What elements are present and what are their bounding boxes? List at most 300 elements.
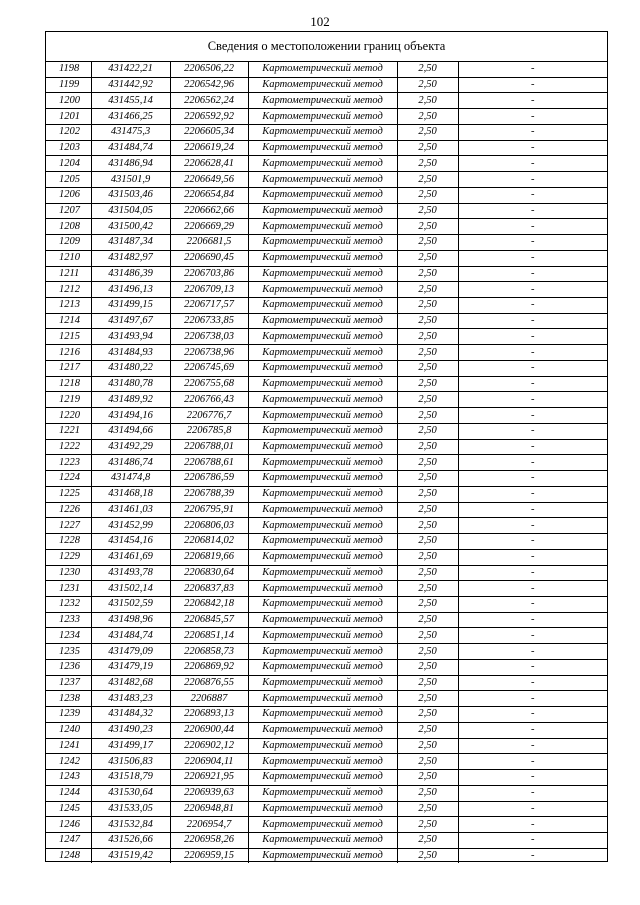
y-coordinate-cell: 2206939,63: [170, 785, 248, 801]
accuracy-cell: 2,50: [397, 722, 458, 738]
method-cell: Картометрический метод: [248, 235, 397, 251]
y-coordinate-cell: 2206681,5: [170, 235, 248, 251]
accuracy-cell: 2,50: [397, 801, 458, 817]
description-cell: -: [458, 439, 607, 455]
table-row: [46, 628, 607, 644]
method-cell: Картометрический метод: [248, 832, 397, 848]
accuracy-cell: 2,50: [397, 282, 458, 298]
y-coordinate-cell: 2206506,22: [170, 62, 248, 77]
x-coordinate-cell: 431461,03: [91, 502, 170, 518]
x-coordinate-cell: 431480,22: [91, 360, 170, 376]
accuracy-cell: 2,50: [397, 659, 458, 675]
table-row: [46, 140, 607, 156]
method-cell: Картометрический метод: [248, 785, 397, 801]
point-number-cell: 1233: [46, 612, 91, 628]
description-cell: -: [458, 471, 607, 487]
y-coordinate-cell: 2206900,44: [170, 722, 248, 738]
accuracy-cell: 2,50: [397, 140, 458, 156]
accuracy-cell: 2,50: [397, 565, 458, 581]
y-coordinate-cell: 2206788,01: [170, 439, 248, 455]
point-number-cell: 1248: [46, 848, 91, 863]
description-cell: -: [458, 345, 607, 361]
boundary-points-table: [46, 62, 607, 863]
method-cell: Картометрический метод: [248, 109, 397, 125]
method-cell: Картометрический метод: [248, 77, 397, 93]
table-row: [46, 754, 607, 770]
method-cell: Картометрический метод: [248, 455, 397, 471]
y-coordinate-cell: 2206703,86: [170, 266, 248, 282]
accuracy-cell: 2,50: [397, 172, 458, 188]
point-number-cell: 1202: [46, 124, 91, 140]
table-row: [46, 266, 607, 282]
method-cell: Картометрический метод: [248, 486, 397, 502]
table-row: [46, 156, 607, 172]
description-cell: -: [458, 313, 607, 329]
method-cell: Картометрический метод: [248, 266, 397, 282]
point-number-cell: 1222: [46, 439, 91, 455]
description-cell: -: [458, 628, 607, 644]
description-cell: -: [458, 266, 607, 282]
x-coordinate-cell: 431530,64: [91, 785, 170, 801]
x-coordinate-cell: 431493,78: [91, 565, 170, 581]
y-coordinate-cell: 2206869,92: [170, 659, 248, 675]
description-cell: -: [458, 534, 607, 550]
method-cell: Картометрический метод: [248, 738, 397, 754]
x-coordinate-cell: 431482,97: [91, 250, 170, 266]
description-cell: -: [458, 549, 607, 565]
accuracy-cell: 2,50: [397, 360, 458, 376]
x-coordinate-cell: 431466,25: [91, 109, 170, 125]
description-cell: -: [458, 455, 607, 471]
method-cell: Картометрический метод: [248, 549, 397, 565]
table-row: [46, 785, 607, 801]
table-row: [46, 691, 607, 707]
y-coordinate-cell: 2206902,12: [170, 738, 248, 754]
point-number-cell: 1246: [46, 817, 91, 833]
point-number-cell: 1211: [46, 266, 91, 282]
x-coordinate-cell: 431500,42: [91, 219, 170, 235]
accuracy-cell: 2,50: [397, 392, 458, 408]
x-coordinate-cell: 431533,05: [91, 801, 170, 817]
y-coordinate-cell: 2206819,66: [170, 549, 248, 565]
y-coordinate-cell: 2206842,18: [170, 596, 248, 612]
point-number-cell: 1231: [46, 581, 91, 597]
x-coordinate-cell: 431484,93: [91, 345, 170, 361]
accuracy-cell: 2,50: [397, 691, 458, 707]
x-coordinate-cell: 431493,94: [91, 329, 170, 345]
description-cell: -: [458, 770, 607, 786]
table-row: [46, 282, 607, 298]
point-number-cell: 1245: [46, 801, 91, 817]
method-cell: Картометрический метод: [248, 612, 397, 628]
method-cell: Картометрический метод: [248, 754, 397, 770]
table-row: [46, 707, 607, 723]
table-row: [46, 486, 607, 502]
y-coordinate-cell: 2206837,83: [170, 581, 248, 597]
x-coordinate-cell: 431455,14: [91, 93, 170, 109]
x-coordinate-cell: 431482,68: [91, 675, 170, 691]
description-cell: -: [458, 848, 607, 863]
x-coordinate-cell: 431503,46: [91, 187, 170, 203]
accuracy-cell: 2,50: [397, 187, 458, 203]
table-row: [46, 124, 607, 140]
x-coordinate-cell: 431442,92: [91, 77, 170, 93]
x-coordinate-cell: 431526,66: [91, 832, 170, 848]
description-cell: -: [458, 376, 607, 392]
accuracy-cell: 2,50: [397, 93, 458, 109]
y-coordinate-cell: 2206959,15: [170, 848, 248, 863]
method-cell: Картометрический метод: [248, 770, 397, 786]
x-coordinate-cell: 431475,3: [91, 124, 170, 140]
point-number-cell: 1234: [46, 628, 91, 644]
description-cell: -: [458, 203, 607, 219]
accuracy-cell: 2,50: [397, 62, 458, 77]
description-cell: -: [458, 219, 607, 235]
accuracy-cell: 2,50: [397, 345, 458, 361]
table-row: [46, 345, 607, 361]
x-coordinate-cell: 431532,84: [91, 817, 170, 833]
table-row: [46, 250, 607, 266]
point-number-cell: 1242: [46, 754, 91, 770]
point-number-cell: 1225: [46, 486, 91, 502]
description-cell: -: [458, 801, 607, 817]
description-cell: -: [458, 691, 607, 707]
point-number-cell: 1206: [46, 187, 91, 203]
accuracy-cell: 2,50: [397, 439, 458, 455]
description-cell: -: [458, 423, 607, 439]
table-row: [46, 392, 607, 408]
accuracy-cell: 2,50: [397, 502, 458, 518]
accuracy-cell: 2,50: [397, 408, 458, 424]
y-coordinate-cell: 2206738,03: [170, 329, 248, 345]
method-cell: Картометрический метод: [248, 848, 397, 863]
table-row: [46, 659, 607, 675]
accuracy-cell: 2,50: [397, 581, 458, 597]
point-number-cell: 1213: [46, 298, 91, 314]
y-coordinate-cell: 2206948,81: [170, 801, 248, 817]
table-row: [46, 817, 607, 833]
y-coordinate-cell: 2206605,34: [170, 124, 248, 140]
table-row: [46, 722, 607, 738]
y-coordinate-cell: 2206858,73: [170, 644, 248, 660]
x-coordinate-cell: 431496,13: [91, 282, 170, 298]
table-row: [46, 77, 607, 93]
point-number-cell: 1216: [46, 345, 91, 361]
accuracy-cell: 2,50: [397, 235, 458, 251]
accuracy-cell: 2,50: [397, 455, 458, 471]
description-cell: -: [458, 644, 607, 660]
y-coordinate-cell: 2206755,68: [170, 376, 248, 392]
method-cell: Картометрический метод: [248, 329, 397, 345]
table-row: [46, 376, 607, 392]
table-row: [46, 518, 607, 534]
description-cell: -: [458, 817, 607, 833]
accuracy-cell: 2,50: [397, 298, 458, 314]
point-number-cell: 1215: [46, 329, 91, 345]
description-cell: -: [458, 707, 607, 723]
method-cell: Картометрический метод: [248, 817, 397, 833]
x-coordinate-cell: 431468,18: [91, 486, 170, 502]
x-coordinate-cell: 431484,74: [91, 628, 170, 644]
description-cell: -: [458, 156, 607, 172]
table-row: [46, 612, 607, 628]
accuracy-cell: 2,50: [397, 266, 458, 282]
table-row: [46, 408, 607, 424]
point-number-cell: 1208: [46, 219, 91, 235]
y-coordinate-cell: 2206776,7: [170, 408, 248, 424]
point-number-cell: 1220: [46, 408, 91, 424]
point-number-cell: 1210: [46, 250, 91, 266]
y-coordinate-cell: 2206662,66: [170, 203, 248, 219]
method-cell: Картометрический метод: [248, 392, 397, 408]
method-cell: Картометрический метод: [248, 62, 397, 77]
y-coordinate-cell: 2206814,02: [170, 534, 248, 550]
accuracy-cell: 2,50: [397, 848, 458, 863]
x-coordinate-cell: 431486,94: [91, 156, 170, 172]
description-cell: -: [458, 565, 607, 581]
method-cell: Картометрический метод: [248, 581, 397, 597]
y-coordinate-cell: 2206845,57: [170, 612, 248, 628]
description-cell: -: [458, 612, 607, 628]
table-row: [46, 109, 607, 125]
description-cell: -: [458, 360, 607, 376]
method-cell: Картометрический метод: [248, 376, 397, 392]
point-number-cell: 1240: [46, 722, 91, 738]
table-row: [46, 313, 607, 329]
accuracy-cell: 2,50: [397, 250, 458, 266]
y-coordinate-cell: 2206649,56: [170, 172, 248, 188]
table-row: [46, 203, 607, 219]
point-number-cell: 1235: [46, 644, 91, 660]
x-coordinate-cell: 431497,67: [91, 313, 170, 329]
method-cell: Картометрический метод: [248, 156, 397, 172]
y-coordinate-cell: 2206628,41: [170, 156, 248, 172]
description-cell: -: [458, 250, 607, 266]
y-coordinate-cell: 2206709,13: [170, 282, 248, 298]
table-row: [46, 298, 607, 314]
point-number-cell: 1243: [46, 770, 91, 786]
x-coordinate-cell: 431486,74: [91, 455, 170, 471]
method-cell: Картометрический метод: [248, 518, 397, 534]
table-row: [46, 172, 607, 188]
description-cell: -: [458, 187, 607, 203]
table-row: [46, 644, 607, 660]
page-number: 102: [310, 14, 330, 29]
point-number-cell: 1198: [46, 62, 91, 77]
description-cell: -: [458, 486, 607, 502]
table-row: [46, 534, 607, 550]
y-coordinate-cell: 2206542,96: [170, 77, 248, 93]
description-cell: -: [458, 754, 607, 770]
table-row: [46, 565, 607, 581]
y-coordinate-cell: 2206887: [170, 691, 248, 707]
x-coordinate-cell: 431479,19: [91, 659, 170, 675]
method-cell: Картометрический метод: [248, 360, 397, 376]
method-cell: Картометрический метод: [248, 644, 397, 660]
accuracy-cell: 2,50: [397, 534, 458, 550]
point-number-cell: 1228: [46, 534, 91, 550]
point-number-cell: 1218: [46, 376, 91, 392]
method-cell: Картометрический метод: [248, 596, 397, 612]
method-cell: Картометрический метод: [248, 801, 397, 817]
accuracy-cell: 2,50: [397, 203, 458, 219]
x-coordinate-cell: 431480,78: [91, 376, 170, 392]
table-row: [46, 329, 607, 345]
table-row: [46, 549, 607, 565]
point-number-cell: 1200: [46, 93, 91, 109]
boundary-table-frame: [45, 31, 608, 862]
table-row: [46, 423, 607, 439]
description-cell: -: [458, 832, 607, 848]
point-number-cell: 1199: [46, 77, 91, 93]
y-coordinate-cell: 2206921,95: [170, 770, 248, 786]
point-number-cell: 1221: [46, 423, 91, 439]
y-coordinate-cell: 2206654,84: [170, 187, 248, 203]
accuracy-cell: 2,50: [397, 785, 458, 801]
accuracy-cell: 2,50: [397, 156, 458, 172]
accuracy-cell: 2,50: [397, 313, 458, 329]
point-number-cell: 1239: [46, 707, 91, 723]
description-cell: -: [458, 140, 607, 156]
y-coordinate-cell: 2206785,8: [170, 423, 248, 439]
x-coordinate-cell: 431484,74: [91, 140, 170, 156]
description-cell: -: [458, 596, 607, 612]
accuracy-cell: 2,50: [397, 612, 458, 628]
x-coordinate-cell: 431518,79: [91, 770, 170, 786]
x-coordinate-cell: 431506,83: [91, 754, 170, 770]
y-coordinate-cell: 2206788,61: [170, 455, 248, 471]
accuracy-cell: 2,50: [397, 738, 458, 754]
x-coordinate-cell: 431519,42: [91, 848, 170, 863]
description-cell: -: [458, 298, 607, 314]
x-coordinate-cell: 431490,23: [91, 722, 170, 738]
table-row: [46, 93, 607, 109]
y-coordinate-cell: 2206893,13: [170, 707, 248, 723]
description-cell: -: [458, 581, 607, 597]
accuracy-cell: 2,50: [397, 77, 458, 93]
method-cell: Картометрический метод: [248, 722, 397, 738]
x-coordinate-cell: 431492,29: [91, 439, 170, 455]
method-cell: Картометрический метод: [248, 203, 397, 219]
accuracy-cell: 2,50: [397, 596, 458, 612]
description-cell: -: [458, 77, 607, 93]
description-cell: -: [458, 659, 607, 675]
table-row: [46, 235, 607, 251]
table-row: [46, 770, 607, 786]
method-cell: Картометрический метод: [248, 140, 397, 156]
accuracy-cell: 2,50: [397, 518, 458, 534]
accuracy-cell: 2,50: [397, 707, 458, 723]
method-cell: Картометрический метод: [248, 345, 397, 361]
x-coordinate-cell: 431489,92: [91, 392, 170, 408]
description-cell: -: [458, 124, 607, 140]
table-row: [46, 832, 607, 848]
table-row: [46, 596, 607, 612]
method-cell: Картометрический метод: [248, 534, 397, 550]
table-row: [46, 360, 607, 376]
method-cell: Картометрический метод: [248, 659, 397, 675]
y-coordinate-cell: 2206876,55: [170, 675, 248, 691]
method-cell: Картометрический метод: [248, 313, 397, 329]
method-cell: Картометрический метод: [248, 408, 397, 424]
method-cell: Картометрический метод: [248, 298, 397, 314]
point-number-cell: 1214: [46, 313, 91, 329]
x-coordinate-cell: 431461,69: [91, 549, 170, 565]
table-row: [46, 219, 607, 235]
point-number-cell: 1226: [46, 502, 91, 518]
point-number-cell: 1207: [46, 203, 91, 219]
description-cell: -: [458, 518, 607, 534]
y-coordinate-cell: 2206738,96: [170, 345, 248, 361]
accuracy-cell: 2,50: [397, 329, 458, 345]
accuracy-cell: 2,50: [397, 817, 458, 833]
method-cell: Картометрический метод: [248, 628, 397, 644]
table-title: Сведения о местоположении границ объекта: [46, 32, 607, 62]
y-coordinate-cell: 2206795,91: [170, 502, 248, 518]
x-coordinate-cell: 431504,05: [91, 203, 170, 219]
point-number-cell: 1244: [46, 785, 91, 801]
x-coordinate-cell: 431499,17: [91, 738, 170, 754]
point-number-cell: 1247: [46, 832, 91, 848]
table-row: [46, 848, 607, 863]
table-body: [46, 62, 607, 863]
description-cell: -: [458, 235, 607, 251]
y-coordinate-cell: 2206733,85: [170, 313, 248, 329]
accuracy-cell: 2,50: [397, 471, 458, 487]
description-cell: -: [458, 785, 607, 801]
point-number-cell: 1204: [46, 156, 91, 172]
method-cell: Картометрический метод: [248, 423, 397, 439]
accuracy-cell: 2,50: [397, 675, 458, 691]
x-coordinate-cell: 431494,16: [91, 408, 170, 424]
description-cell: -: [458, 62, 607, 77]
method-cell: Картометрический метод: [248, 187, 397, 203]
point-number-cell: 1209: [46, 235, 91, 251]
y-coordinate-cell: 2206592,92: [170, 109, 248, 125]
accuracy-cell: 2,50: [397, 423, 458, 439]
y-coordinate-cell: 2206786,59: [170, 471, 248, 487]
y-coordinate-cell: 2206954,7: [170, 817, 248, 833]
y-coordinate-cell: 2206562,24: [170, 93, 248, 109]
x-coordinate-cell: 431502,59: [91, 596, 170, 612]
accuracy-cell: 2,50: [397, 124, 458, 140]
accuracy-cell: 2,50: [397, 109, 458, 125]
description-cell: -: [458, 329, 607, 345]
description-cell: -: [458, 675, 607, 691]
method-cell: Картометрический метод: [248, 124, 397, 140]
point-number-cell: 1236: [46, 659, 91, 675]
table-row: [46, 675, 607, 691]
x-coordinate-cell: 431452,99: [91, 518, 170, 534]
description-cell: -: [458, 109, 607, 125]
method-cell: Картометрический метод: [248, 439, 397, 455]
point-number-cell: 1237: [46, 675, 91, 691]
x-coordinate-cell: 431501,9: [91, 172, 170, 188]
description-cell: -: [458, 172, 607, 188]
point-number-cell: 1227: [46, 518, 91, 534]
point-number-cell: 1219: [46, 392, 91, 408]
x-coordinate-cell: 431487,34: [91, 235, 170, 251]
method-cell: Картометрический метод: [248, 691, 397, 707]
accuracy-cell: 2,50: [397, 549, 458, 565]
method-cell: Картометрический метод: [248, 675, 397, 691]
x-coordinate-cell: 431483,23: [91, 691, 170, 707]
accuracy-cell: 2,50: [397, 644, 458, 660]
point-number-cell: 1230: [46, 565, 91, 581]
x-coordinate-cell: 431486,39: [91, 266, 170, 282]
table-row: [46, 455, 607, 471]
description-cell: -: [458, 93, 607, 109]
